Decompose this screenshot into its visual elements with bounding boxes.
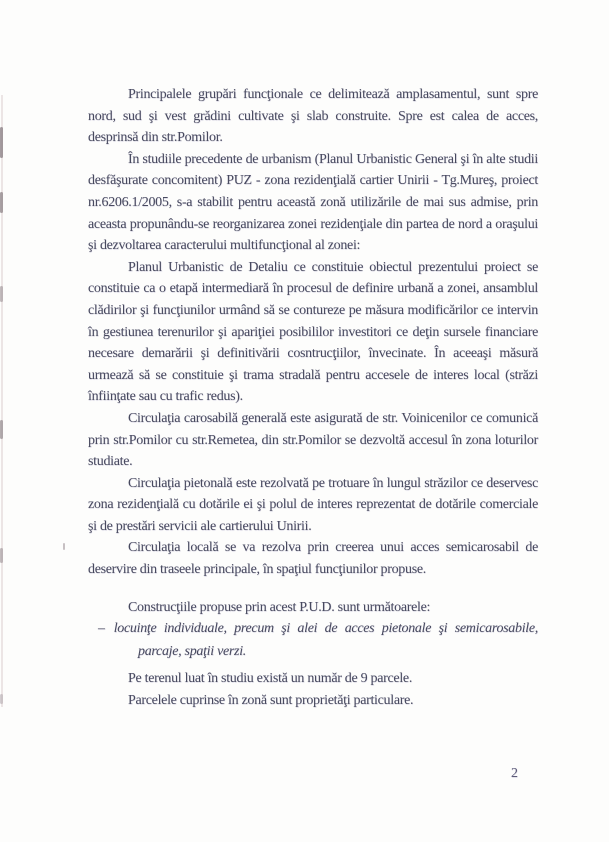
scan-artifact-mark — [0, 286, 3, 302]
paragraph-pedestrian-circulation: Circulaţia pietonală este rezolvată pe trotuare în lungul străzilor ce deservesc zona rezidenţială cu dotările ei şi polul de interes reprezentat de dotările comerciale şi de prestări servicii ale cartierului Unirii. — [88, 475, 538, 534]
paragraph-parcel-count: Pe terenul luat în studiu există un număr de 9 parcele. — [128, 671, 413, 687]
scan-speck — [63, 543, 65, 550]
scan-artifact-mark — [0, 192, 3, 213]
list-dash-marker: – — [98, 621, 105, 637]
paragraph-road-circulation: Circulaţia carosabilă generală este asigurată de str. Voinicenilor ce comunică prin str.Pomilor cu str.Remetea, din str.Pomilor se dezvoltă accesul în zona loturilor studiate. — [88, 410, 538, 470]
list-item-text: locuinţe individuale, precum şi alei de acces pietonale şi semicarosabile, parcaje, spaţii verzi. — [113, 621, 538, 659]
scan-artifact-mark — [0, 127, 3, 158]
scan-artifact-mark — [0, 548, 3, 563]
paragraph-pud-object: Planul Urbanistic de Detaliu ce constituie obiectul prezentului proiect se constituie ca o etapă intermediară în procesul de definire urbană a zonei, ansamblul clădirilor şi funcţiunilor urmând să se contureze pe măsura modificărilor ce intervin în gestiunea terenurilor şi apariţiei posibililor investitori ce deţin sursele financiare necesare demarării şi definitivării cosntrucţiilor, învecinate. În aceeaşi măsură urmează să se constituie şi trama stradală pentru accesele de interes local (străzi înfiinţate sau cu trafic redus). — [88, 259, 538, 405]
scan-binding-line — [1, 95, 3, 707]
paragraph-previous-studies: În studiile precedente de urbanism (Planul Urbanistic General şi în alte studii desfăşurate concomitent) PUZ - zona rezidenţială cartier Unirii - Tg.Mureş, proiect nr.6206.1/2005, s-a stabilit pentru această zonă utilizările de mai sus admise, prin aceasta propunându-se reorganizarea zonei rezidenţiale din partea de nord a oraşului şi dezvoltarea caracterului multifuncţional al zonei: — [88, 151, 538, 254]
page-number: 2 — [511, 766, 518, 781]
list-item — [88, 618, 538, 663]
paragraph-private-property: Parcelele cuprinse în zonă sunt proprietăţi particulare. — [128, 692, 414, 708]
document-body — [88, 84, 538, 711]
scan-artifact-mark — [0, 420, 3, 439]
scan-artifact-mark — [0, 694, 3, 704]
paragraph-functional-groups: Principalele grupări funcţionale ce delimitează amplasamentul, sunt spre nord, sud şi vest grădini cultivate şi slab construite. Spre est calea de acces, desprinsă din str.Pomilor. — [88, 87, 538, 146]
paragraph-local-circulation: Circulaţia locală se va rezolva prin creerea unui acces semicarosabil de deservire din traseele principale, în spaţiul funcţiunilor propuse. — [88, 540, 538, 578]
paragraph-proposed-constructions: Construcţiile propuse prin acest P.U.D. sunt următoarele: — [128, 599, 431, 615]
